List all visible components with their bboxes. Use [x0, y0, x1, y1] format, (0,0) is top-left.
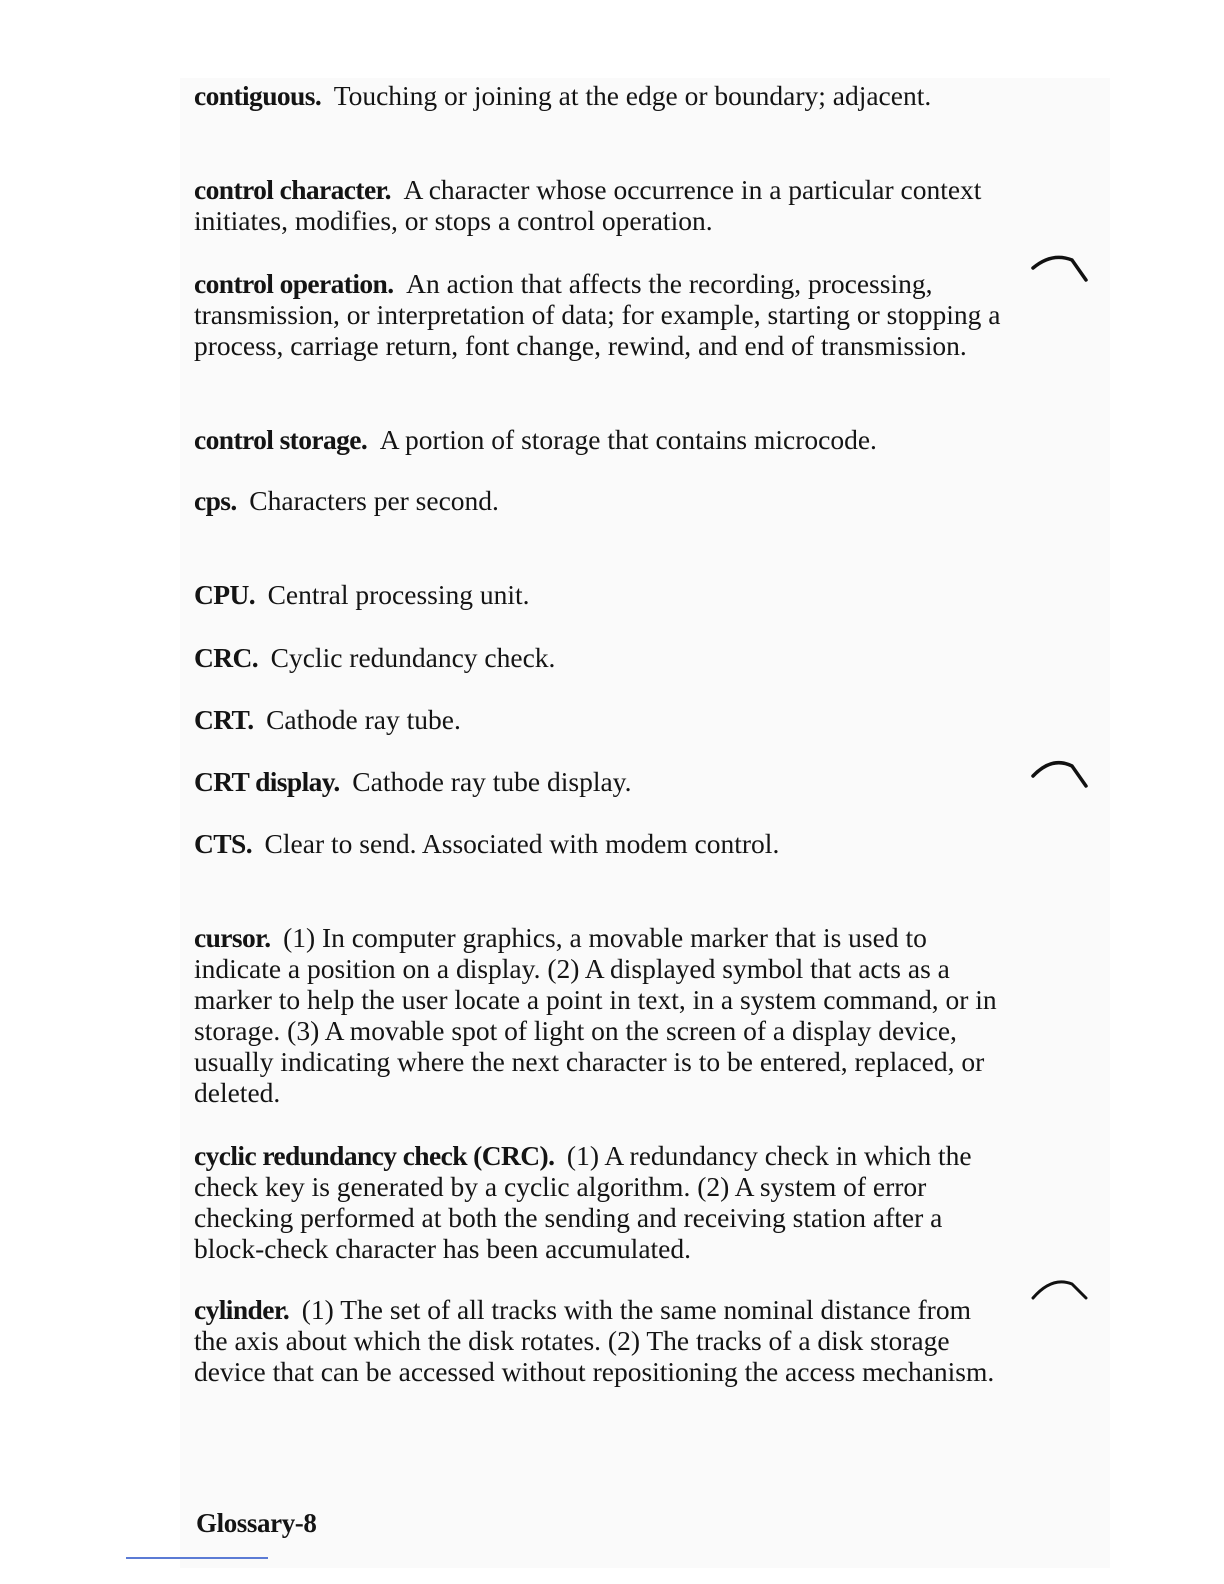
page-footer-label: Glossary-8: [196, 1508, 317, 1538]
glossary-definition: A portion of storage that contains microcode.: [379, 424, 877, 455]
glossary-term: CPU.: [194, 579, 255, 610]
glossary-entry-contiguous: [194, 80, 1009, 111]
glossary-term: cylinder.: [194, 1294, 290, 1325]
glossary-entry-cts: [194, 828, 1009, 859]
glossary-definition: (1) In computer graphics, a movable marker that is used to indicate a position on a display. (2) A displayed symbol that acts as a marker to help the user locate a point in text, in a system command, or in storage. (3) A movable spot of light on the screen of a display device, usually indicating where the next character is to be entered, replaced, or deleted.: [194, 922, 997, 1108]
binder-hole-mark-icon: [1030, 758, 1088, 788]
glossary-term: cps.: [194, 485, 237, 516]
glossary-term: control storage.: [194, 424, 368, 455]
glossary-definition: Cathode ray tube display.: [352, 766, 632, 797]
glossary-term: control operation.: [194, 268, 394, 299]
glossary-term: cursor.: [194, 922, 271, 953]
glossary-definition: A character whose occurrence in a particular context initiates, modifies, or stops a control operation.: [194, 174, 982, 236]
glossary-term: CRT display.: [194, 766, 340, 797]
binder-hole-mark-icon: [1030, 254, 1088, 284]
glossary-entry-cpu: [194, 579, 1009, 610]
glossary-term: CRC.: [194, 642, 259, 673]
glossary-entry-crc: [194, 642, 1009, 673]
glossary-term: control character.: [194, 174, 391, 205]
glossary-entry-crt: [194, 704, 1009, 735]
glossary-definition: Cyclic redundancy check.: [270, 642, 556, 673]
glossary-entry-control-character: [194, 174, 1009, 236]
footer-rule: [126, 1557, 268, 1559]
glossary-definition: (1) The set of all tracks with the same nominal distance from the axis about which the disk rotates. (2) The tracks of a disk storage device that can be accessed without repositioning the access mechanism.: [194, 1294, 995, 1387]
glossary-entry-cylinder: [194, 1294, 1009, 1387]
glossary-definition: Cathode ray tube.: [266, 704, 461, 735]
glossary-term: cyclic redundancy check (CRC).: [194, 1140, 555, 1171]
glossary-term: CRT.: [194, 704, 254, 735]
glossary-definition: (1) A redundancy check in which the check key is generated by a cyclic algorithm. (2) A system of error checking performed at both the sending and receiving station after a block-check character has been accumulated.: [194, 1140, 972, 1264]
glossary-entry-crt-display: [194, 766, 1009, 797]
glossary-entry-control-operation: [194, 268, 1009, 361]
glossary-definition: An action that affects the recording, processing, transmission, or interpretation of data; for example, starting or stopping a process, carriage return, font change, rewind, and end of transmission.: [194, 268, 1001, 361]
glossary-entry-cursor: [194, 922, 1009, 1108]
glossary-entry-cyclic-redundancy-check: [194, 1140, 1009, 1264]
glossary-term: CTS.: [194, 828, 252, 859]
glossary-definition: Touching or joining at the edge or boundary; adjacent.: [333, 80, 932, 111]
glossary-entry-cps: [194, 485, 1009, 516]
glossary-term: contiguous.: [194, 80, 322, 111]
glossary-definition: Clear to send. Associated with modem control.: [264, 828, 780, 859]
glossary-definition: Central processing unit.: [267, 579, 530, 610]
glossary-entry-control-storage: [194, 424, 1009, 455]
glossary-definition: Characters per second.: [249, 485, 499, 516]
binder-hole-mark-icon: [1030, 1276, 1088, 1306]
